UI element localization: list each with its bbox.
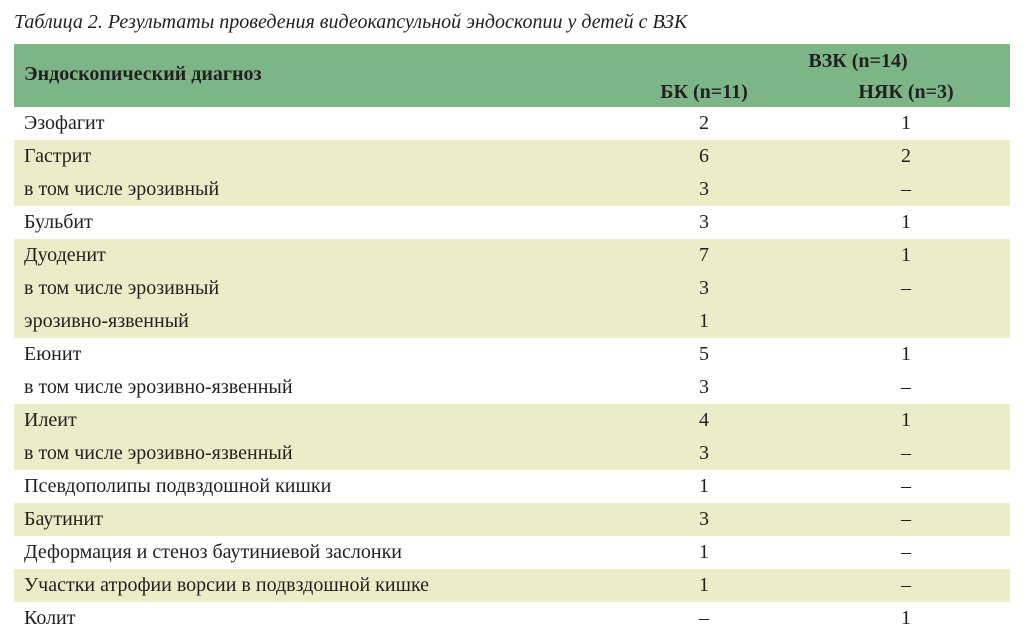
row-bk-value: 1 — [699, 541, 709, 563]
row-nyak-value: 2 — [901, 145, 911, 167]
row-bk-value: 3 — [699, 178, 709, 200]
row-nyak-value: 1 — [901, 211, 911, 233]
table-row — [14, 536, 1010, 569]
row-nyak-value: 1 — [901, 409, 911, 431]
row-nyak-value: 1 — [901, 112, 911, 134]
row-bk-value: 3 — [699, 376, 709, 398]
row-nyak-value: – — [901, 277, 911, 299]
table-row — [14, 437, 1010, 470]
row-diagnosis: Еюнит — [24, 343, 82, 365]
row-diagnosis: Дуоденит — [24, 244, 106, 266]
header-diagnosis: Эндоскопический диагноз — [24, 63, 262, 85]
row-diagnosis: в том числе эрозивно-язвенный — [24, 442, 293, 464]
table-row — [14, 305, 1010, 338]
table-caption: Таблица 2. Результаты проведения видеокапсульной эндоскопии у детей с ВЗК — [14, 11, 688, 33]
row-diagnosis: Эзофагит — [24, 112, 105, 134]
row-bk-value: 4 — [699, 409, 709, 431]
header-col-bk: БК (n=11) — [660, 81, 748, 103]
row-diagnosis: Участки атрофии ворсии в подвздошной кишке — [24, 574, 430, 596]
table-body — [14, 107, 1010, 635]
row-bk-value: 1 — [699, 475, 709, 497]
row-nyak-value: – — [901, 541, 911, 563]
table-row — [14, 338, 1010, 371]
row-diagnosis: Колит — [24, 607, 76, 629]
row-diagnosis: эрозивно-язвенный — [24, 310, 189, 332]
row-nyak-value: – — [901, 475, 911, 497]
row-bk-value: 3 — [699, 442, 709, 464]
table-row — [14, 173, 1010, 206]
row-diagnosis: Илеит — [24, 409, 77, 431]
row-diagnosis: Деформация и стеноз баутиниевой заслонки — [24, 541, 402, 563]
table-row — [14, 503, 1010, 536]
table-row — [14, 140, 1010, 173]
row-diagnosis: Гастрит — [24, 145, 92, 167]
table-row — [14, 107, 1010, 140]
table-row — [14, 206, 1010, 239]
row-diagnosis: в том числе эрозивный — [24, 178, 220, 200]
table-row — [14, 272, 1010, 305]
row-nyak-value: – — [901, 376, 911, 398]
results-table — [14, 44, 1010, 635]
table-row — [14, 569, 1010, 602]
row-nyak-value: – — [901, 574, 911, 596]
row-nyak-value: – — [901, 178, 911, 200]
row-diagnosis: в том числе эрозивный — [24, 277, 220, 299]
row-bk-value: 1 — [699, 310, 709, 332]
row-diagnosis: Бульбит — [24, 211, 93, 233]
row-bk-value: – — [699, 607, 709, 629]
table-row — [14, 470, 1010, 503]
row-bk-value: 6 — [699, 145, 709, 167]
row-nyak-value: 1 — [901, 244, 911, 266]
row-bk-value: 1 — [699, 574, 709, 596]
header-col-nyak: НЯК (n=3) — [858, 81, 954, 103]
table-row — [14, 602, 1010, 635]
row-bk-value: 3 — [699, 508, 709, 530]
row-diagnosis: Псевдополипы подвздошной кишки — [24, 475, 332, 497]
row-nyak-value: – — [901, 442, 911, 464]
table-header — [14, 44, 1010, 107]
row-diagnosis: Баутинит — [24, 508, 103, 530]
table-row — [14, 239, 1010, 272]
row-bk-value: 5 — [699, 343, 709, 365]
table-row — [14, 371, 1010, 404]
row-bk-value: 7 — [699, 244, 709, 266]
row-bk-value: 3 — [699, 277, 709, 299]
row-nyak-value: 1 — [901, 343, 911, 365]
row-nyak-value: 1 — [901, 607, 911, 629]
header-group-vzk: ВЗК (n=14) — [808, 50, 908, 72]
row-bk-value: 3 — [699, 211, 709, 233]
row-nyak-value: – — [901, 508, 911, 530]
row-diagnosis: в том числе эрозивно-язвенный — [24, 376, 293, 398]
row-bk-value: 2 — [699, 112, 709, 134]
table-row — [14, 404, 1010, 437]
